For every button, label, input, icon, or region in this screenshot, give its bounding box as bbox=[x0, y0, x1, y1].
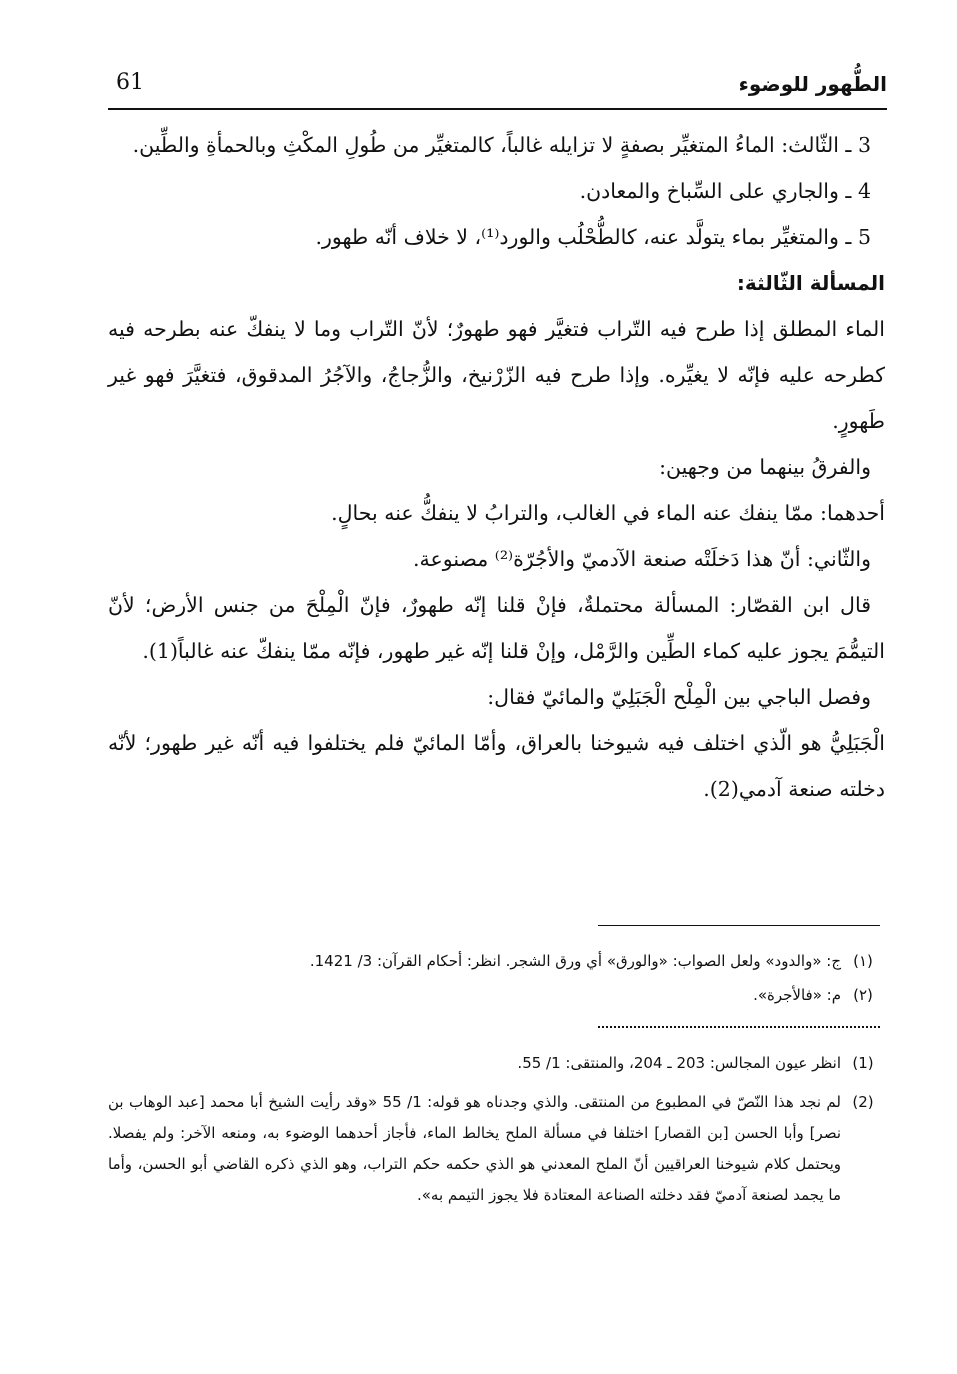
footnote-number: (١) bbox=[853, 952, 873, 970]
paragraph-1: 3 ـ الثّالث: الماءُ المتغيِّر بصفةٍ لا تزايله غالباً، كالمتغيِّر من طُولِ المكْثِ وبالحمأةِ والطِّين. bbox=[132, 133, 871, 157]
paragraph-2: 4 ـ والجاري على السِّباخ والمعادن. bbox=[579, 179, 871, 203]
paragraph-8: قال ابن القصّار: المسألة محتملةٌ، فإنْ قلنا إنّه طهورٌ، فإنّ الْمِلْحَ من جنس الأرض؛ لأنّ التيمُّمَ يجوز عليه كماء الطِّين والرَّمْل، وإنْ قلنا إنّه غير طهور، فإنّه ممّا ينفكّ عنه غالباً(1). bbox=[108, 593, 885, 663]
footnote-item bbox=[108, 978, 885, 1012]
dotted-separator bbox=[598, 1026, 880, 1028]
page-number: 61 bbox=[116, 70, 144, 95]
running-title: الطُّهور للوضوء bbox=[738, 72, 887, 96]
page-header bbox=[108, 66, 887, 106]
paragraph-9: وفصل الباجي بين الْمِلْح الْجَبَلِيّ والمائيّ فقال: bbox=[487, 685, 871, 709]
footnote-text: انظر عيون المجالس: 203 ـ 204، والمنتقى: 1/ 55. bbox=[517, 1054, 841, 1072]
footnote-number: (٢) bbox=[853, 986, 873, 1004]
paragraph-7: والثّاني: أنّ هذا دَخلَتْه صنعة الآدميّ والأجُرّة⁽²⁾ مصنوعة. bbox=[412, 547, 871, 571]
footnote-number: (1) bbox=[852, 1054, 874, 1072]
paragraph-10: الْجَبَلِيُّ هو الّذي اختلف فيه شيوخنا بالعراق، وأمّا المائيّ فلم يختلفوا فيه أنّه غير طهور؛ لأنّه دخلته صنعة آدمي(2). bbox=[108, 731, 885, 801]
footnote-item bbox=[108, 944, 885, 978]
footnote-item bbox=[108, 1087, 885, 1211]
section-heading: المسألة الثّالثة: bbox=[736, 271, 885, 295]
paragraph-3: 5 ـ والمتغيِّر بماء يتولَّد عنه، كالطُّحْلُب والورد⁽¹⁾، لا خلاف أنّه طهور. bbox=[315, 225, 871, 249]
paragraph-5: والفرقُ بينهما من وجهين: bbox=[659, 455, 871, 479]
footnote-text: م: «فالأجرة». bbox=[753, 986, 841, 1004]
footnote-text: ج: «والدود» ولعل الصواب: «والورق» أي ورق الشجر. انظر: أحكام القرآن: 3/ 1421. bbox=[309, 952, 841, 970]
footnote-text: لم نجد هذا النّصّ في المطبوع من المنتقى. والذي وجدناه هو قوله: 1/ 55 «وقد رأيت الشيخ أبا محمد [عبد الوهاب بن نصر] وأبا الحسن [بن القصار] اختلفا في مسألة الملح يخالط الماء، فأجاز أحدهما الوضوء به، ومنعه الآخر: ولم يفصلا. ويحتمل كلام شيوخنا العراقيين أنّ الملح المعدني هو الذي حكمه حكم التراب، وهو الذي ذكره القاضي أبو الحسن، وأما ما يجمد لصنعة آدميّ فقد دخلته الصناعة المعتادة فلا يجوز التيمم به». bbox=[108, 1093, 841, 1204]
header-rule bbox=[108, 108, 887, 110]
footnotes-original bbox=[108, 944, 885, 1012]
main-text bbox=[108, 122, 885, 812]
paragraph-4: الماء المطلق إذا طرح فيه التّراب فتغيَّر فهو طهورٌ؛ لأنّ التّراب وما لا ينفكّ عنه بطرحه فيه كطرحه عليه فإنّه لا يغيِّره. وإذا طرح فيه الزّرْنيخ، والزُّجاجُ، والآجُرُ المدقوق، فتغيَّرَ فهو غير طَهورٍ. bbox=[108, 317, 885, 433]
paragraph-6: أحدهما: ممّا ينفك عنه الماء في الغالب، والترابُ لا ينفكُّ عنه بحالٍ. bbox=[331, 501, 885, 525]
footnote-item bbox=[108, 1048, 885, 1079]
footnote-number: (2) bbox=[852, 1093, 874, 1111]
footnote-rule bbox=[598, 925, 880, 926]
footnotes-editor bbox=[108, 1048, 885, 1219]
